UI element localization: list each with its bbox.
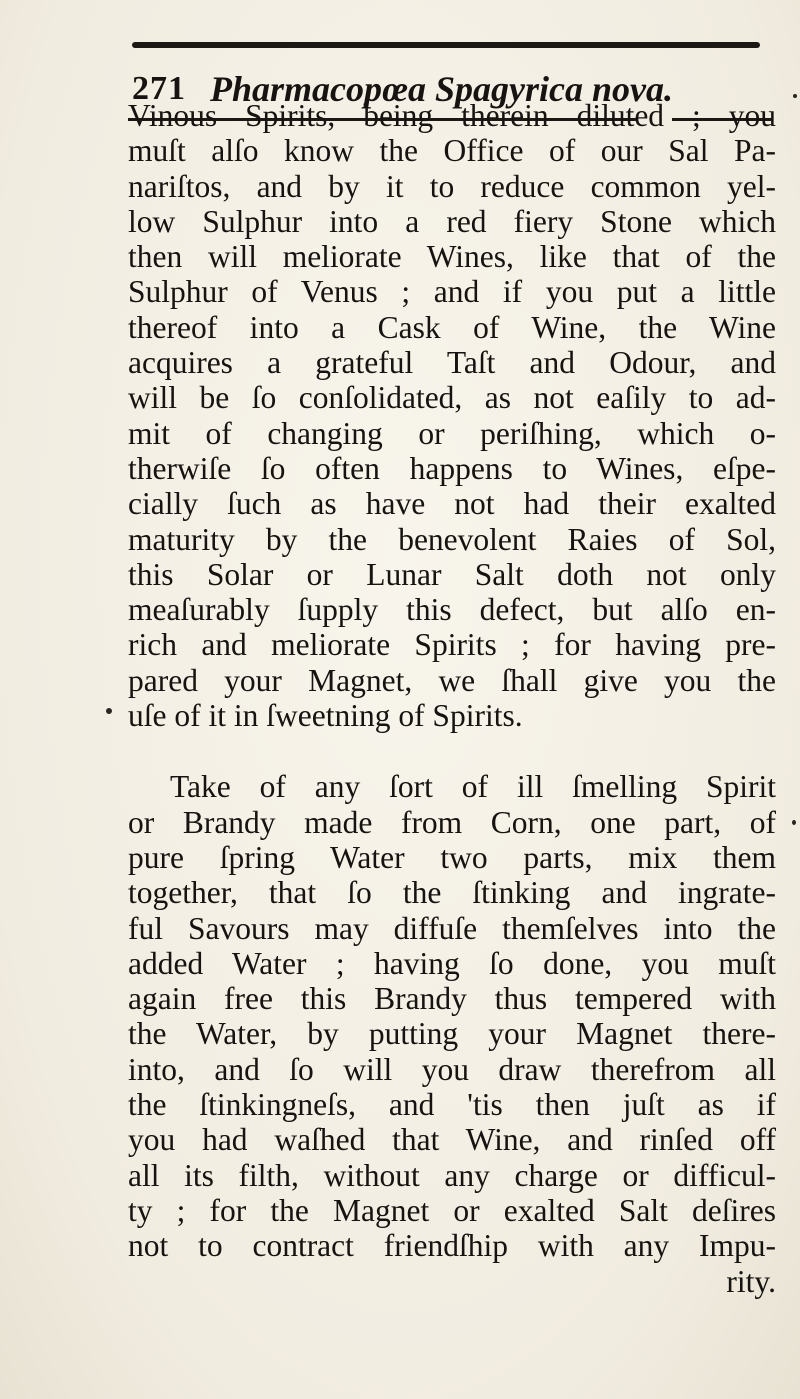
text-line: or Brandy made from Corn, one part, of xyxy=(128,804,776,840)
text-line: Vinous Spirits, being therein diluted ; you xyxy=(128,98,776,133)
top-rule xyxy=(132,42,760,48)
text-line: muſt alſo know the Office of our Sal Pa- xyxy=(128,133,776,169)
text-line: acquires a grateful Taſt and Odour, and xyxy=(128,345,776,381)
text-line: pared your Magnet, we ſhall give you the xyxy=(128,662,776,698)
page-number: 271 xyxy=(132,70,186,107)
text-line: rity. xyxy=(726,1263,776,1299)
text-line: maturity by the benevolent Raies of Sol, xyxy=(128,521,776,557)
text-line: will be ſo conſolidated, as not eaſily to ad- xyxy=(128,380,776,416)
text-line: thereof into a Cask of Wine, the Wine xyxy=(128,309,776,345)
paragraph-1 xyxy=(128,98,776,733)
text-line: all its filth, without any charge or difficul- xyxy=(128,1157,776,1193)
text-line: cially ſuch as have not had their exalted xyxy=(128,486,776,522)
paragraph-2 xyxy=(128,769,776,1298)
page-header xyxy=(132,30,772,109)
text-line: mit of changing or periſhing, which o- xyxy=(128,415,776,451)
ink-speck xyxy=(793,94,797,98)
body-text xyxy=(128,98,776,1299)
running-title: Pharmacopœa Spagyrica nova. xyxy=(210,69,673,109)
text-line: into, and ſo will you draw therefrom all xyxy=(128,1051,776,1087)
text-line: this Solar or Lunar Salt doth not only xyxy=(128,556,776,592)
text-line: the ſtinkingneſs, and 'tis then juſt as if xyxy=(128,1087,776,1123)
text-line: the Water, by putting your Magnet there- xyxy=(128,1016,776,1052)
text-line: Take of any ſort of ill ſmelling Spirit xyxy=(170,769,776,805)
text-line: then will meliorate Wines, like that of the xyxy=(128,239,776,275)
ink-speck xyxy=(792,820,796,825)
text-line: nariſtos, and by it to reduce common yel- xyxy=(128,168,776,204)
text-line: pure ſpring Water two parts, mix them xyxy=(128,839,776,875)
text-line: uſe of it in ſweetning of Spirits. xyxy=(128,698,523,734)
text-line: again free this Brandy thus tempered with xyxy=(128,981,776,1017)
text-line: together, that ſo the ſtinking and ingrate- xyxy=(128,875,776,911)
text-line: meaſurably ſupply this defect, but alſo en- xyxy=(128,592,776,628)
ink-speck xyxy=(106,708,112,714)
text-line: added Water ; having ſo done, you muſt xyxy=(128,945,776,981)
text-line: low Sulphur into a red fiery Stone which xyxy=(128,203,776,239)
text-line: ful Savours may diffuſe themſelves into the xyxy=(128,910,776,946)
paragraph-gap xyxy=(128,733,776,769)
text-line: rich and meliorate Spirits ; for having pre- xyxy=(128,627,776,663)
text-line: ty ; for the Magnet or exalted Salt deſires xyxy=(128,1192,776,1228)
text-line: Sulphur of Venus ; and if you put a little xyxy=(128,274,776,310)
text-line: therwiſe ſo often happens to Wines, eſpe- xyxy=(128,450,776,486)
text-line: not to contract friendſhip with any Impu- xyxy=(128,1228,776,1264)
text-line: you had waſhed that Wine, and rinſed off xyxy=(128,1122,776,1158)
